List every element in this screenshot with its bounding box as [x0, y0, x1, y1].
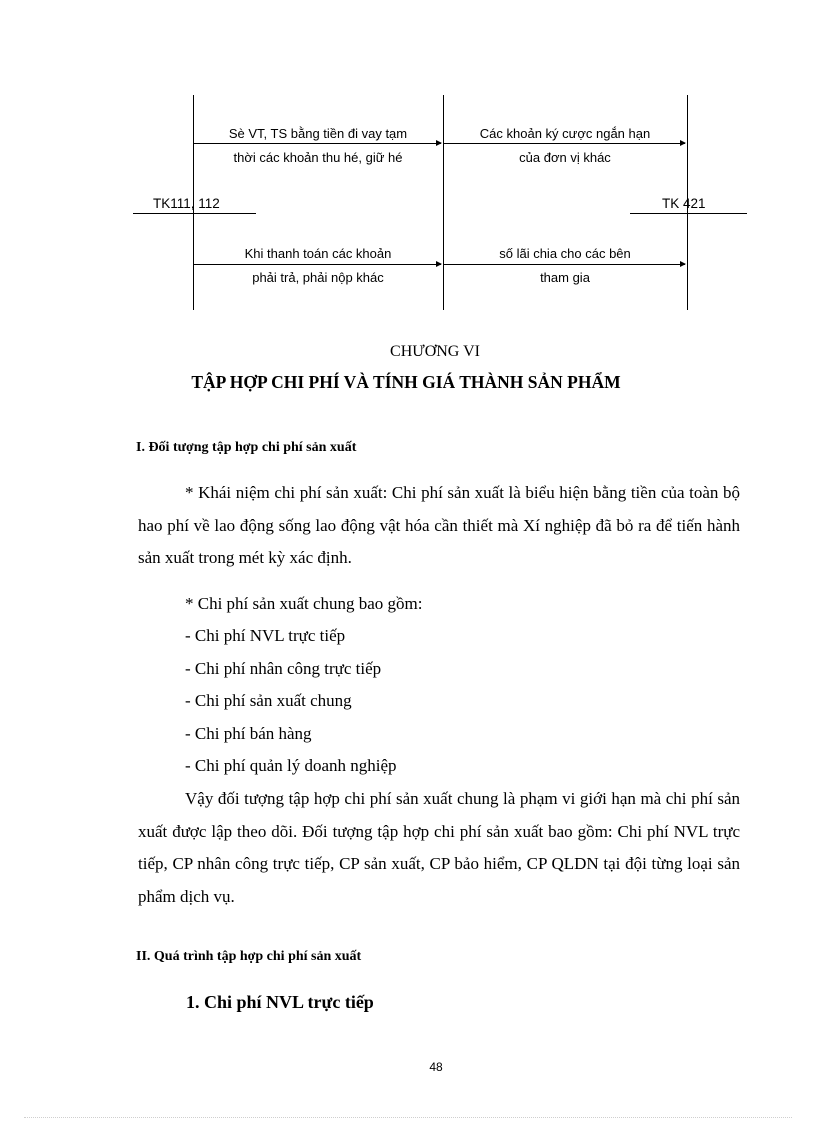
top-right-caption-line1: Các khoản ký cược ngắn hạn — [479, 126, 651, 141]
page-number: 48 — [429, 1060, 443, 1074]
bottom-left-caption-line2: phải trả, phải nộp khác — [252, 270, 384, 285]
top-left-caption-line1: Sè VT, TS bằng tiền đi vay tạm — [228, 126, 408, 141]
top-right-caption-line2: của đơn vị khác — [519, 150, 611, 165]
top-right-arrow — [443, 143, 685, 144]
cost-list-item: - Chi phí sản xuất chung — [185, 691, 352, 710]
section2-subheading: 1. Chi phí NVL trực tiếp — [186, 992, 374, 1012]
left-account-label: TK111, 112 — [153, 196, 220, 211]
cost-list-intro: * Chi phí sản xuất chung bao gồm: — [185, 594, 423, 613]
chapter-number: CHƯƠNG VI — [390, 343, 480, 360]
cost-list-item: - Chi phí quản lý doanh nghiệp — [185, 756, 397, 775]
cost-list-item: - Chi phí bán hàng — [185, 724, 312, 743]
bottom-left-caption-line1: Khi thanh toán các khoản — [244, 246, 392, 261]
bottom-left-arrow — [193, 264, 441, 265]
conclusion-paragraph: Vậy đối tượng tập hợp chi phí sản xuất chung là phạm vi giới hạn mà chi phí sản xuất được lập theo dõi. Đối tượng tập hợp chi phí sản xuất bao gồm: Chi phí NVL trực tiếp, CP nhân công trực tiếp, CP sản xuất, CP bảo hiểm, CP QLDN tại đội từng loại sản phẩm dịch vụ. — [138, 789, 740, 906]
cost-list-item: - Chi phí NVL trực tiếp — [185, 626, 346, 645]
cost-list-item: - Chi phí nhân công trực tiếp — [185, 659, 382, 678]
bottom-right-caption-line1: số lãi chia cho các bên — [499, 246, 631, 261]
middle-account-line — [443, 95, 444, 310]
page-bottom-rule — [24, 1117, 792, 1118]
bottom-right-caption-line2: tham gia — [540, 270, 590, 285]
top-left-caption-line2: thời các khoản thu hé, giữ hé — [233, 150, 403, 165]
right-account-label: TK 421 — [662, 196, 706, 211]
top-left-arrow — [193, 143, 441, 144]
right-account-rule — [630, 213, 747, 214]
bottom-right-arrow — [443, 264, 685, 265]
chapter-title: TẬP HỢP CHI PHÍ VÀ TÍNH GIÁ THÀNH SẢN PHẨM — [191, 372, 621, 392]
concept-paragraph: * Khái niệm chi phí sản xuất: Chi phí sản xuất là biểu hiện bằng tiền của toàn bộ hao phí về lao động sống lao động vật hóa cần thiết mà Xí nghiệp đã bỏ ra để tiến hành sản xuất trong mét kỳ xác định. — [138, 483, 740, 567]
section1-heading: I. Đối tượng tập hợp chi phí sản xuất — [136, 440, 357, 455]
section2-heading: II. Quá trình tập hợp chi phí sản xuất — [136, 949, 362, 964]
left-account-rule — [133, 213, 256, 214]
